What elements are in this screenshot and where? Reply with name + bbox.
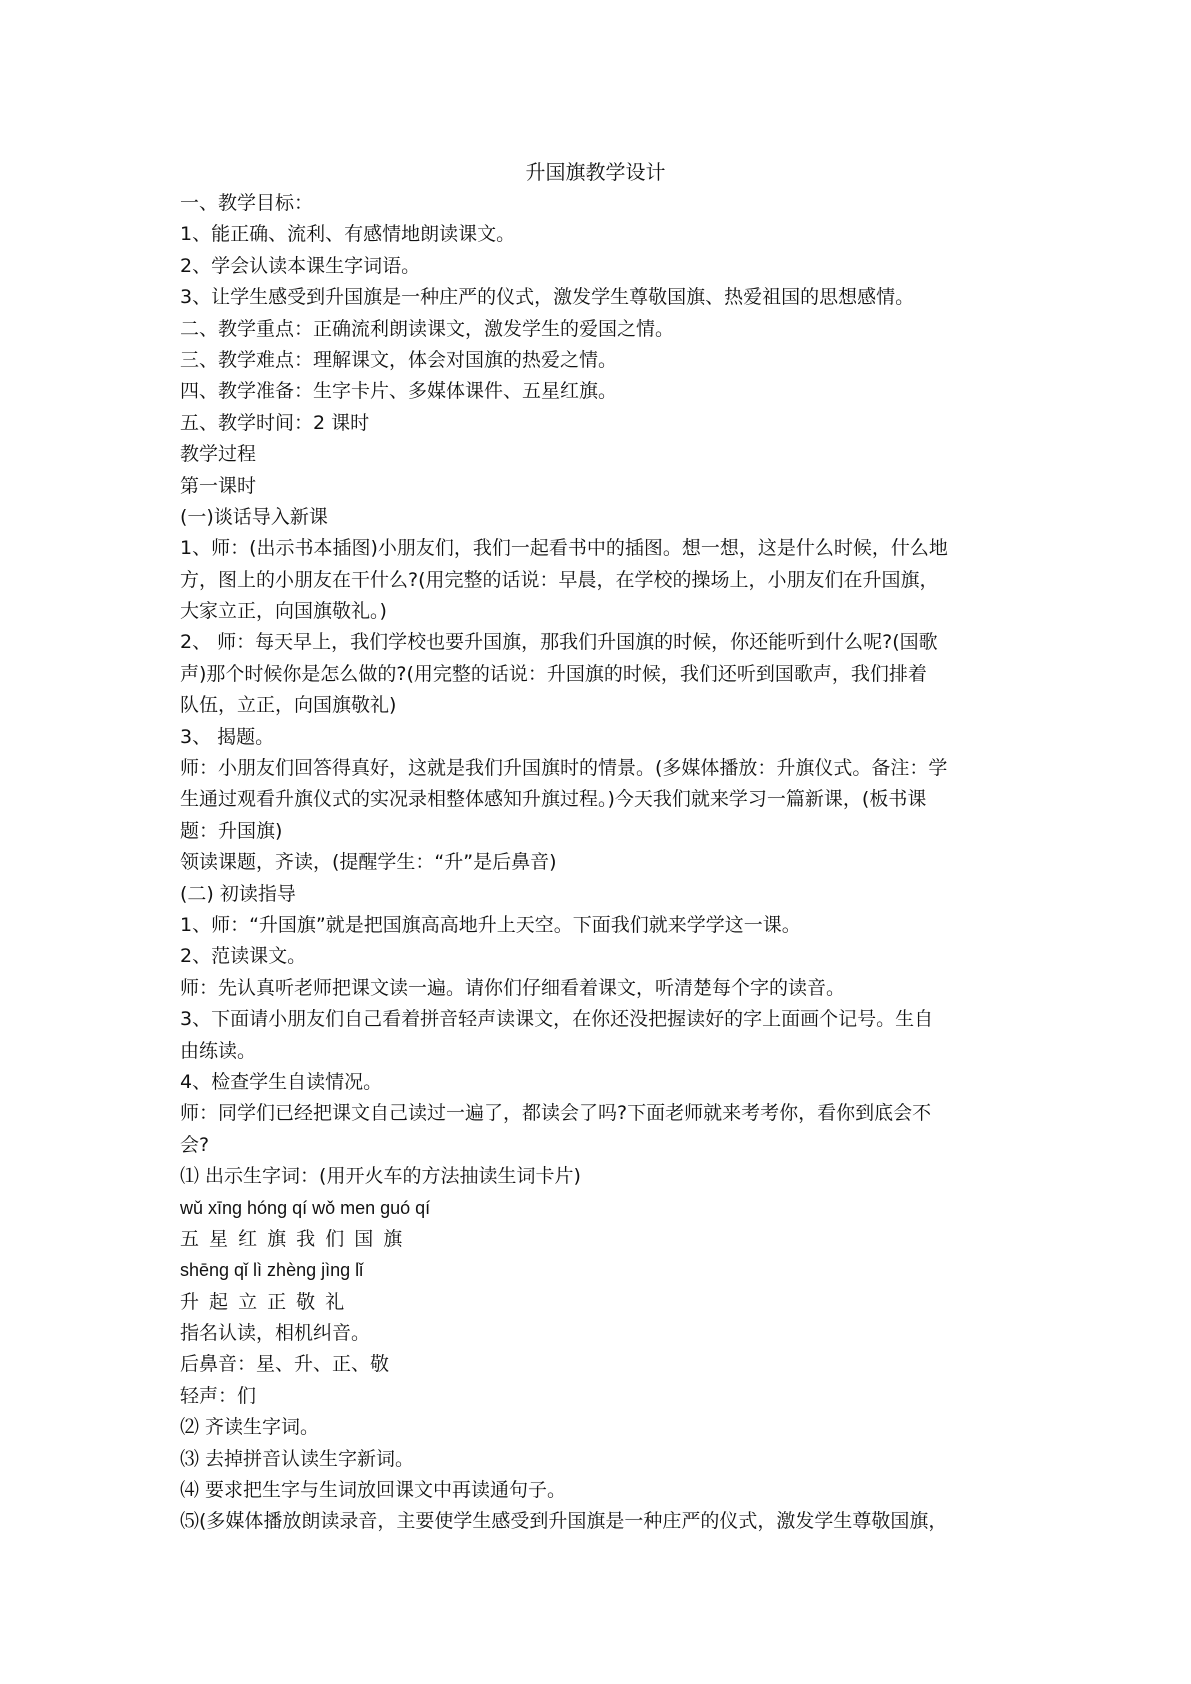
text-line: 队伍，立正，向国旗敬礼): [180, 694, 397, 717]
section-heading: 教学过程: [180, 443, 257, 466]
text-line: 由练读。: [180, 1039, 257, 1062]
text-line: 4、检查学生自读情况。: [180, 1070, 383, 1093]
text-line: 3、下面请小朋友们自己看着拼音轻声读课文，在你还没把握读好的字上面画个记号。生自: [180, 1008, 934, 1031]
text-line: 四、教学准备：生字卡片、多媒体课件、五星红旗。: [180, 380, 618, 403]
text-line: 3、 揭题。: [180, 725, 275, 748]
text-line: 师：小朋友们回答得真好，这就是我们升国旗时的情景。(多媒体播放：升旗仪式。备注：学: [180, 757, 948, 780]
text-line: 2、 师：每天早上，我们学校也要升国旗，那我们升国旗的时候，你还能听到什么呢?(国歌: [180, 631, 938, 654]
text-line: 生通过观看升旗仪式的实况录相整体感知升旗过程。)今天我们就来学习一篇新课，(板书课: [180, 788, 927, 811]
character-line: 五 星 红 旗 我 们 国 旗: [180, 1227, 405, 1250]
text-line: 1、师：(出示书本插图)小朋友们，我们一起看书中的插图。想一想，这是什么时候，什么地: [180, 537, 948, 560]
character-line: 升 起 立 正 敬 礼: [180, 1290, 347, 1313]
text-line: 二、教学重点：正确流利朗读课文，激发学生的爱国之情。: [180, 317, 675, 340]
text-line: 2、范读课文。: [180, 945, 307, 968]
text-line: ⑵ 齐读生字词。: [180, 1416, 320, 1439]
pinyin-line: shēng qǐ lì zhèng jìng lǐ: [180, 1260, 364, 1281]
text-line: ⑷ 要求把生字与生词放回课文中再读通句子。: [180, 1479, 567, 1502]
text-line: ⑶ 去掉拼音认读生字新词。: [180, 1447, 415, 1470]
text-line: 3、让学生感受到升国旗是一种庄严的仪式，激发学生尊敬国旗、热爱祖国的思想感情。: [180, 286, 915, 309]
text-line: ⑸(多媒体播放朗读录音，主要使学生感受到升国旗是一种庄严的仪式，激发学生尊敬国旗，: [180, 1510, 948, 1533]
text-line: 一、教学目标：: [180, 192, 314, 214]
text-line: 1、能正确、流利、有感情地朗读课文。: [180, 223, 516, 246]
text-line: 1、师：“升国旗”就是把国旗高高地升上天空。下面我们就来学学这一课。: [180, 913, 801, 936]
text-line: 轻声：们: [180, 1384, 257, 1407]
text-line: 师：先认真听老师把课文读一遍。请你们仔细看着课文，听清楚每个字的读音。: [180, 976, 846, 999]
text-line: 后鼻音：星、升、正、敬: [180, 1353, 390, 1376]
text-line: ⑴ 出示生字词：(用开火车的方法抽读生词卡片): [180, 1165, 581, 1188]
text-line: 会?: [180, 1133, 210, 1156]
text-line: (一)谈话导入新课: [180, 505, 328, 528]
text-line: 指名认读，相机纠音。: [180, 1322, 371, 1345]
section-heading: 第一课时: [180, 474, 257, 497]
text-line: 领读课题，齐读，(提醒学生：“升”是后鼻音): [180, 851, 557, 874]
document-body: [180, 188, 1022, 1538]
text-line: 声)那个时候你是怎么做的?(用完整的话说：升国旗的时候，我们还听到国歌声，我们排着: [180, 662, 927, 685]
text-line: 师：同学们已经把课文自己读过一遍了，都读会了吗?下面老师就来考考你，看你到底会不: [180, 1102, 932, 1125]
text-line: 2、学会认读本课生字词语。: [180, 254, 421, 277]
pinyin-line: wǔ xīng hóng qí wǒ men guó qí: [180, 1197, 431, 1218]
text-line: 题：升国旗): [180, 819, 283, 842]
document-title: 升国旗教学设计: [525, 160, 666, 184]
text-line: 三、教学难点：理解课文，体会对国旗的热爱之情。: [180, 348, 618, 371]
text-line: 大家立正，向国旗敬礼。): [180, 600, 387, 623]
text-line: (二) 初读指导: [180, 882, 296, 905]
text-line: 五、教学时间：2 课时: [180, 411, 370, 434]
text-line: 方，图上的小朋友在干什么?(用完整的话说：早晨，在学校的操场上，小朋友们在升国旗，: [180, 568, 939, 591]
